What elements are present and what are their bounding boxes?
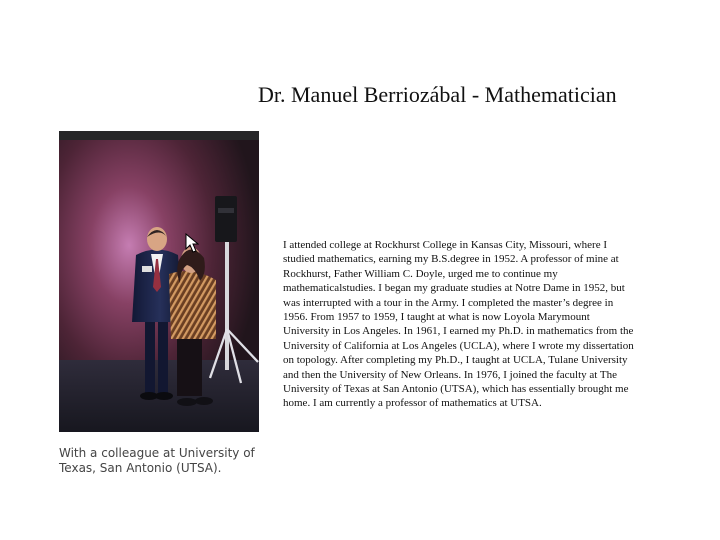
mouse-pointer-icon: [185, 233, 199, 253]
photo-caption: With a colleague at University of Texas, San Antonio (UTSA).: [59, 446, 255, 475]
page-title: Dr. Manuel Berriozábal - Mathematician: [258, 82, 617, 107]
photo-image: [59, 131, 259, 432]
biography-text: I attended college at Rockhurst College in Kansas City, Missouri, where I studied mathematics, earning my B.S.degree in 1952. A professor of mine at Rockhurst, Father William C. Doyle, urged me to continue my mathematicalstudies. I began my graduate studies at Notre Dame in 1952, but was interrupted with a tour in the Army. I completed the master’s degree in 1956. From 1957 to 1959, I taught at what is now Loyola Marymount University in Los Angeles. In 1961, I earned my Ph.D. in mathematics from the University of California at Los Angeles (UCLA), where I wrote my dissertation on topology. After completing my Ph.D., I taught at UCLA, Tulane University and then the University of New Orleans. In 1976, I joined the faculty at The University of Texas at San Antonio (UTSA), which has essentially brought me home. I am currently a professor of mathematics at UTSA.: [283, 239, 634, 410]
